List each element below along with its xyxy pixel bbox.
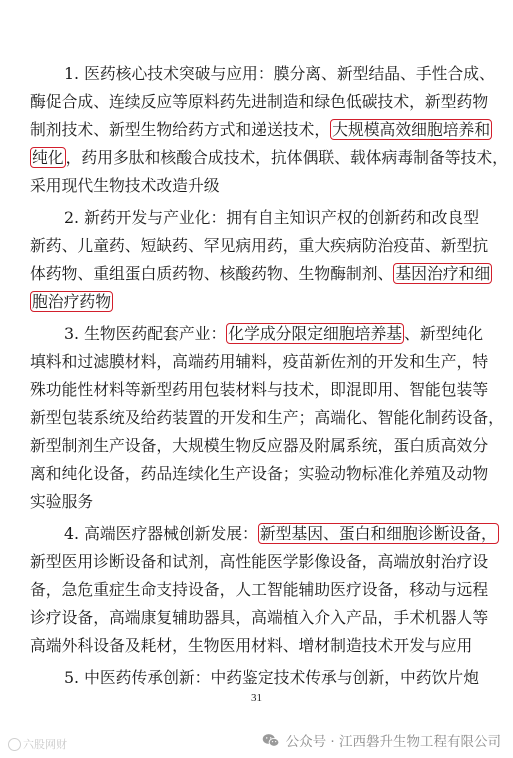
text-line xyxy=(30,462,489,486)
text-line xyxy=(30,350,489,374)
text-line xyxy=(30,634,472,658)
text-line xyxy=(30,406,504,430)
text-segment: 诊疗设备，高端康复辅助器具，高端植入介入产品，手术机器人等 xyxy=(30,608,489,627)
footer-watermark-bar xyxy=(0,722,513,752)
watermark-circle-icon xyxy=(8,738,21,751)
text-segment: 1. 医药核心技术突破与应用：膜分离、新型结晶、手性合成、 xyxy=(64,64,495,83)
text-segment: 高端外科设备及耗材，生物医用材料、增材制造技术开发与应用 xyxy=(30,636,473,655)
wechat-account-text: 公众号 · 江西磐升生物工程有限公司 xyxy=(285,734,501,750)
highlighted-phrase: 基因治疗和细 xyxy=(395,264,491,283)
text-line xyxy=(30,290,113,314)
text-line xyxy=(64,666,478,690)
text-line xyxy=(30,490,93,514)
text-segment: 新型包装系统及给药装置的开发和生产；高端化、智能化制药设备， xyxy=(30,408,504,427)
wechat-icon xyxy=(262,733,280,748)
highlighted-phrase: 新型基因、蛋白和细胞诊断设备， xyxy=(259,524,497,543)
text-segment: 3. 生物医药配套产业： xyxy=(64,324,227,343)
text-line xyxy=(30,118,491,142)
page-number: 31 xyxy=(251,692,262,704)
highlighted-phrase: 大规模高效细胞培养和 xyxy=(332,120,491,139)
text-segment: 采用现代生物技术改造升级 xyxy=(30,176,220,195)
text-segment: 新型制剂生产设备，大规模生物反应器及附属系统，蛋白质高效分 xyxy=(30,436,489,455)
text-segment: ，药用多肽和核酸合成技术，抗体偶联、载体病毒制备等技术， xyxy=(65,148,508,167)
text-segment: 新型医用诊断设备和试剂，高性能医学影像设备，高端放射治疗设 xyxy=(30,552,489,571)
text-segment: 离和纯化设备，药品连续化生产设备；实验动物标准化养殖及动物 xyxy=(30,464,489,483)
text-segment: 4. 高端医疗器械创新发展： xyxy=(64,524,258,543)
text-line xyxy=(30,90,489,114)
text-line xyxy=(30,578,489,602)
highlighted-phrase: 胞治疗药物 xyxy=(32,292,111,311)
text-segment: 殊功能性材料等新型药用包装材料与技术，即混即用、智能包装等 xyxy=(30,380,489,399)
text-segment: 备，急危重症生命支持设备，人工智能辅助医疗设备，移动与远程 xyxy=(30,580,489,599)
text-line xyxy=(64,206,478,230)
left-watermark xyxy=(8,736,67,752)
wechat-account-label[interactable] xyxy=(262,730,501,750)
text-line xyxy=(64,522,497,546)
text-segment: 5. 中医药传承创新：中药鉴定技术传承与创新，中药饮片炮 xyxy=(64,668,480,687)
text-segment: 体药物、重组蛋白质药物、核酸药物、生物酶制剂、 xyxy=(30,264,394,283)
left-watermark-text: 六股网财 xyxy=(23,738,67,751)
text-segment: 新药、儿童药、短缺药、罕见病用药，重大疾病防治疫苗、新型抗 xyxy=(30,236,489,255)
text-line xyxy=(30,550,489,574)
text-line xyxy=(64,62,495,86)
text-line xyxy=(30,234,489,258)
text-line xyxy=(30,174,220,198)
text-segment: 填料和过滤膜材料，高端药用辅料，疫苗新佐剂的开发和生产，特 xyxy=(30,352,489,371)
text-line xyxy=(30,378,489,402)
highlighted-phrase: 纯化 xyxy=(32,148,64,167)
text-line xyxy=(30,434,489,458)
text-line xyxy=(30,606,489,630)
text-line xyxy=(30,262,491,286)
text-segment: 、新型纯化 xyxy=(404,324,484,343)
text-segment: 2. 新药开发与产业化：拥有自主知识产权的创新药和改良型 xyxy=(64,208,480,227)
text-segment: 实验服务 xyxy=(30,492,94,511)
text-segment: 酶促合成、连续反应等原料药先进制造和绿色低碳技术，新型药物 xyxy=(30,92,489,111)
text-segment: 制剂技术、新型生物给药方式和递送技术， xyxy=(30,120,331,139)
text-line xyxy=(30,146,508,170)
text-line xyxy=(64,322,484,346)
highlighted-phrase: 化学成分限定细胞培养基 xyxy=(228,324,403,343)
